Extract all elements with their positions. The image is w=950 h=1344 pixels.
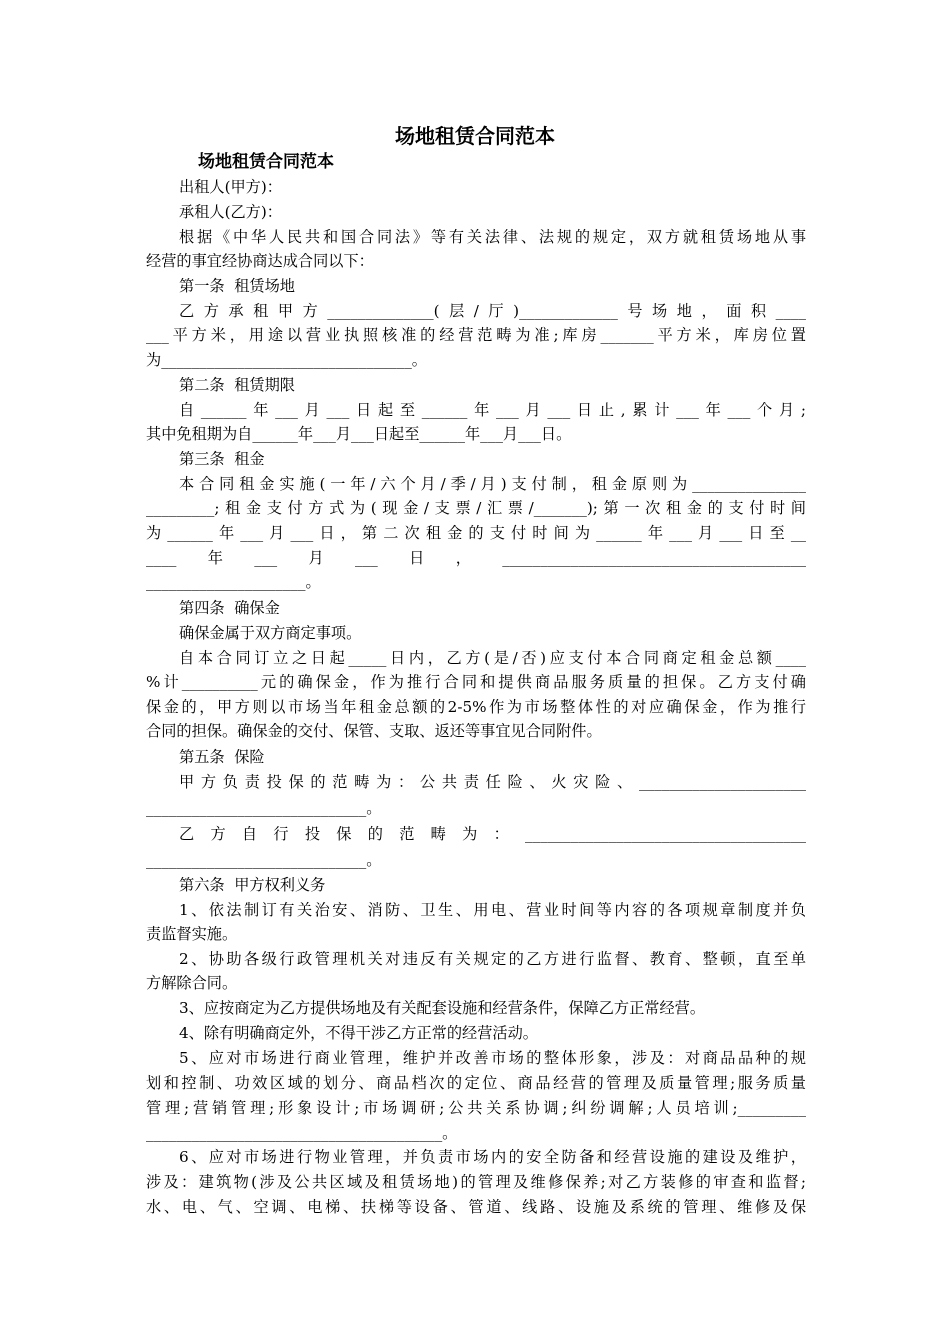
paragraph-line: _________;租金支付方式为(现金/支票/汇票/_______);第一次租金的支付时间 — [146, 499, 806, 517]
paragraph-line: 划和控制、功效区域的划分、商品档次的定位、商品经营的管理及质量管理;服务质量 — [146, 1074, 806, 1092]
paragraph-line: %计__________元的确保金，作为推行合同和提供商品服务质量的担保。乙方支付确 — [146, 673, 806, 691]
paragraph-line: 5、应对市场进行商业管理，维护并改善市场的整体形象，涉及：对商品品种的规 — [179, 1049, 806, 1067]
article-heading: 第四条 确保金 — [179, 599, 280, 617]
paragraph-line: 水、电、气、空调、电梯、扶梯等设备、管道、线路、设施及系统的管理、维修及保 — [146, 1198, 806, 1216]
paragraph-line: 自本合同订立之日起_____日内，乙方(是/否)应支付本合同商定租金总额____ — [179, 649, 806, 667]
paragraph-line: 本合同租金实施(一年/六个月/季/月)支付制，租金原则为_______________ — [179, 475, 806, 493]
paragraph-line: 为_________________________________。 — [146, 351, 427, 369]
paragraph-line: _____________________________。 — [146, 851, 382, 869]
paragraph-line: _____________________________。 — [146, 799, 382, 817]
paragraph-line: 管理;营销管理;形象设计;市场调研;公共关系协调;纠纷调解;人员培训;_________ — [146, 1099, 806, 1117]
document-subtitle: 场地租赁合同范本 — [198, 152, 334, 172]
paragraph-line: 6、应对市场进行物业管理，并负责市场内的安全防备和经营设施的建设及维护， — [179, 1148, 806, 1166]
paragraph-line: 3、应按商定为乙方提供场地及有关配套设施和经营条件，保障乙方正常经营。 — [179, 999, 706, 1017]
paragraph-line: ___平方米，用途以营业执照核准的经营范畴为准;库房_______平方米，库房位置 — [146, 326, 806, 344]
paragraph-line: 确保金属于双方商定事项。 — [179, 624, 362, 642]
article-heading: 第六条 甲方权利义务 — [179, 876, 326, 894]
paragraph-line: 保金的，甲方则以市场当年租金总额的2-5%作为市场整体性的对应确保金，作为推行 — [146, 698, 806, 716]
paragraph-line: 乙方自行投保的范畴为：_____________________________________ — [179, 825, 806, 843]
paragraph-line: _____________________。 — [146, 573, 321, 591]
article-heading: 第二条 租赁期限 — [179, 376, 295, 394]
paragraph-line: 1、依法制订有关治安、消防、卫生、用电、营业时间等内容的各项规章制度并负 — [179, 901, 806, 919]
paragraph-line: 自______年___月___日起至______年___月___日止,累计___年___个月; — [179, 401, 806, 419]
paragraph-line: 经营的事宜经协商达成合同以下： — [146, 252, 374, 270]
paragraph-line: 责监督实施。 — [146, 925, 238, 943]
article-heading: 第三条 租金 — [179, 450, 265, 468]
paragraph-line: _______________________________________。 — [146, 1124, 458, 1142]
paragraph-line: 根据《中华人民共和国合同法》等有关法律、法规的规定，双方就租赁场地从事 — [179, 228, 806, 246]
paragraph-line: 合同的担保。确保金的交付、保管、支取、返还等事宜见合同附件。 — [146, 722, 602, 740]
document-title: 场地租赁合同范本 — [395, 124, 555, 148]
paragraph-line: 涉及：建筑物(涉及公共区域及租赁场地)的管理及维修保养;对乙方装修的审查和监督; — [146, 1173, 806, 1191]
paragraph-line: 其中免租期为自______年___月___日起至______年___月___日。 — [146, 425, 572, 443]
paragraph-line: 甲方负责投保的范畴为：公共责任险、火灾险、______________________ — [179, 773, 806, 791]
paragraph-line: ____年___月___日，________________________________________ — [146, 549, 806, 567]
paragraph-line: 2、协助各级行政管理机关对违反有关规定的乙方进行监督、教育、整顿，直至单 — [179, 950, 806, 968]
lessor-line: 出租人(甲方)： — [179, 178, 282, 196]
paragraph-line: 4、除有明确商定外，不得干涉乙方正常的经营活动。 — [179, 1024, 538, 1042]
lessee-line: 承租人(乙方)： — [179, 203, 282, 221]
article-heading: 第一条 租赁场地 — [179, 277, 295, 295]
paragraph-line: 为______年___月___日，第二次租金的支付时间为______年___月___日至__ — [146, 524, 806, 542]
paragraph-line: 方解除合同。 — [146, 974, 238, 992]
article-heading: 第五条 保险 — [179, 748, 265, 766]
paragraph-line: 乙方承租甲方______________(层/厅)_____________号场地，面积____ — [179, 302, 806, 320]
